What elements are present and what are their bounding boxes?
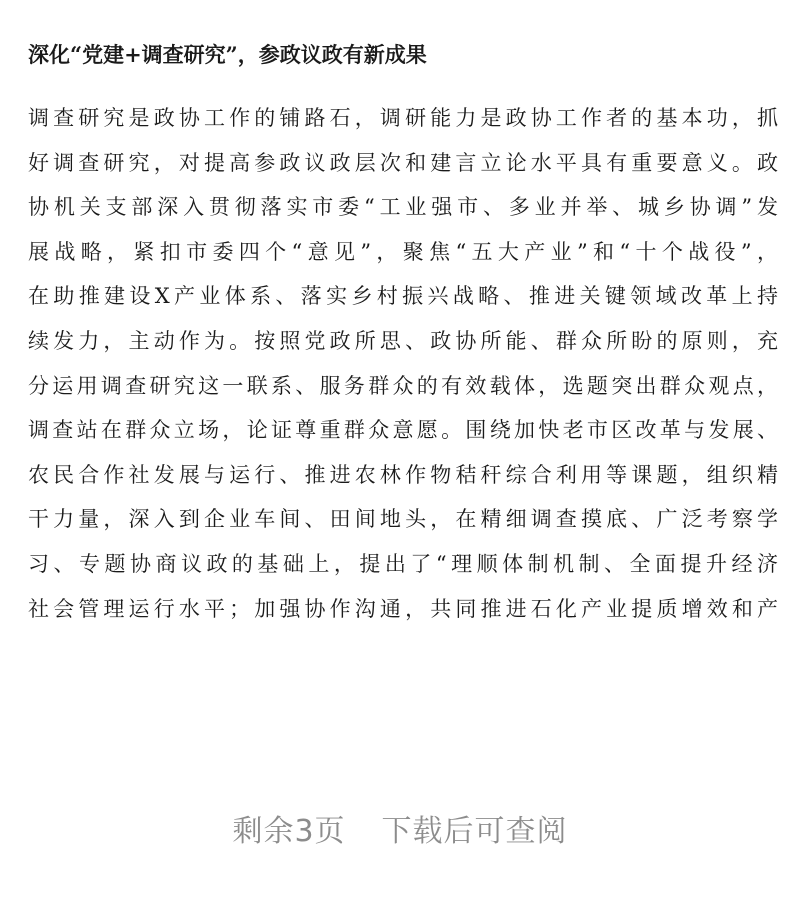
section-heading: 深化“党建+调查研究”，参政议政有新成果	[28, 42, 427, 67]
body-paragraph	[28, 96, 778, 631]
paragraph-line: 续发力，主动作为。按照党政所思、政协所能、群众所盼的原则，充	[28, 328, 778, 353]
paragraph-line: 农民合作社发展与运行、推进农林作物秸秆综合利用等课题，组织精	[28, 462, 778, 487]
paragraph-line: 社会管理运行水平；加强协作沟通，共同推进石化产业提质增效和产	[28, 596, 778, 621]
paragraph-line: 展战略，紧扣市委四个“意见”，聚焦“五大产业”和“十个战役”，	[28, 239, 778, 264]
download-hint-label: 下载后可查阅	[381, 814, 568, 849]
paragraph-line: 好调查研究，对提高参政议政层次和建言立论水平具有重要意义。政	[28, 150, 778, 175]
paragraph-line: 在助推建设X产业体系、落实乡村振兴战略、推进关键领域改革上持	[28, 284, 778, 309]
paragraph-line: 习、专题协商议政的基础上，提出了“理顺体制机制、全面提升经济	[28, 551, 778, 576]
remaining-pages-label: 剩余3页	[232, 814, 346, 849]
paragraph-line: 干力量，深入到企业车间、田间地头，在精细调查摸底、广泛考察学	[28, 507, 778, 532]
paragraph-line: 调查站在群众立场，论证尊重群众意愿。围绕加快老市区改革与发展、	[28, 418, 778, 443]
paragraph-line: 调查研究是政协工作的铺路石，调研能力是政协工作者的基本功，抓	[28, 106, 778, 130]
paragraph-line: 分运用调查研究这一联系、服务群众的有效载体，选题突出群众观点，	[28, 373, 778, 398]
paragraph-line: 协机关支部深入贯彻落实市委“工业强市、多业并举、城乡协调”发	[28, 195, 778, 220]
download-to-view-banner[interactable]	[0, 806, 800, 850]
